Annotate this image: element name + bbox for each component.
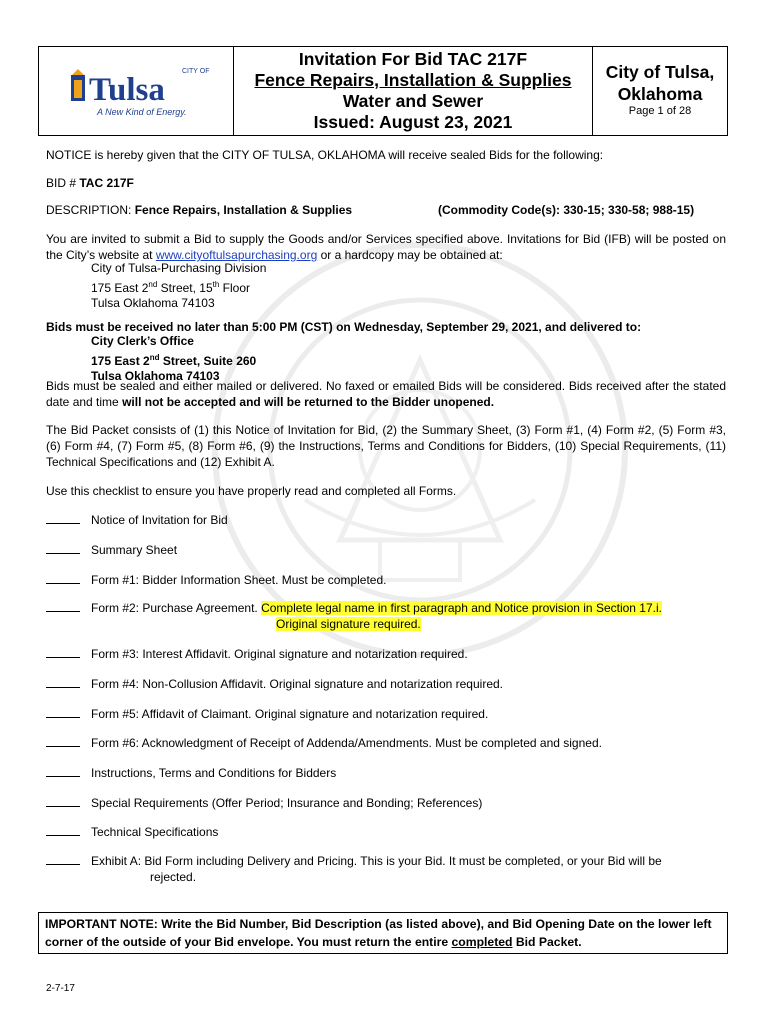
checkbox-blank[interactable] — [46, 736, 80, 747]
checklist-item[interactable]: Exhibit A: Bid Form including Delivery and Pricing. This is your Bid. It must be completed, or your Bid will be — [46, 854, 662, 868]
logo-small-text: CITY OF — [182, 68, 210, 75]
sealed-paragraph: Bids must be sealed and either mailed or delivered. No faxed or emailed Bids will be considered. Bids received after the stated date and time will not be accepted and will be returned to the Bidder unopened. — [46, 379, 726, 409]
deadline-text: Bids must be received no later than 5:00 PM (CST) on Wednesday, September 29, 2021, and delivered to: — [46, 320, 642, 334]
checklist-item[interactable]: Form #1: Bidder Information Sheet. Must be completed. — [46, 573, 386, 587]
checkbox-blank[interactable] — [46, 854, 80, 865]
invite-paragraph: You are invited to submit a Bid to supply the Goods and/or Services specified above. Invitations for Bid (IFB) will be posted on the City’s website at www.cityoftulsapurchasing.org or a hardcopy may be obtained at: — [46, 232, 726, 262]
checkbox-blank[interactable] — [46, 796, 80, 807]
footer-code: 2-7-17 — [46, 983, 75, 994]
checkbox-blank[interactable] — [46, 766, 80, 777]
checkbox-blank[interactable] — [46, 707, 80, 718]
checkbox-blank[interactable] — [46, 543, 80, 554]
title-cell — [234, 47, 593, 135]
checklist-item[interactable]: Form #6: Acknowledgment of Receipt of Addenda/Amendments. Must be completed and signed. — [46, 736, 602, 750]
checklist-item[interactable]: Special Requirements (Offer Period; Insurance and Bonding; References) — [46, 796, 482, 810]
title-line-3: Water and Sewer — [342, 91, 484, 111]
checkbox-blank[interactable] — [46, 677, 80, 688]
checkbox-blank[interactable] — [46, 825, 80, 836]
logo-word: Tulsa — [89, 72, 165, 108]
tulsa-logo — [39, 47, 233, 135]
purchasing-address: City of Tulsa-Purchasing Division 175 East 2nd Street, 15th Floor Tulsa Oklahoma 74103 — [91, 261, 267, 310]
purchasing-link[interactable]: www.cityoftulsapurchasing.org — [155, 248, 318, 262]
packet-paragraph: The Bid Packet consists of (1) this Notice of Invitation for Bid, (2) the Summary Sheet, (3) Form #1, (4) Form #2, (5) Form #3, (6) Form #4, (7) Form #5, (8) Form #6, (9) the Instructions, Terms and Conditions for Bidders, (10) Special Requirements, (11) Technical Specifications and (12) Exhibit A. — [46, 423, 726, 469]
city-line-1: City of Tulsa, — [605, 62, 715, 82]
checkbox-blank[interactable] — [46, 573, 80, 584]
checkbox-blank[interactable] — [46, 513, 80, 524]
logo-tagline: A New Kind of Energy. — [97, 107, 187, 117]
city-line-2: Oklahoma — [617, 84, 703, 104]
checkbox-blank[interactable] — [46, 647, 80, 658]
title-line-1: Invitation For Bid TAC 217F — [298, 49, 528, 69]
checklist-item[interactable]: Form #4: Non-Collusion Affidavit. Original signature and notarization required. — [46, 677, 503, 691]
clerk-address: City Clerk’s Office 175 East 2nd Street, Suite 260 Tulsa Oklahoma 74103 — [91, 334, 257, 383]
title-line-2: Fence Repairs, Installation & Supplies — [254, 70, 572, 90]
highlight-note-2: Original signature required. — [276, 617, 421, 631]
checklist-item[interactable]: Form #3: Interest Affidavit. Original signature and notarization required. — [46, 647, 468, 661]
bid-number: BID # TAC 217F — [46, 176, 134, 190]
checklist-item[interactable]: Form #2: Purchase Agreement. Complete legal name in first paragraph and Notice provision in Section 17.i. — [46, 601, 662, 615]
city-cell — [593, 47, 727, 135]
checklist-item[interactable]: Form #5: Affidavit of Claimant. Original signature and notarization required. — [46, 707, 488, 721]
notice-text: NOTICE is hereby given that the CITY OF TULSA, OKLAHOMA will receive sealed Bids for the following: — [46, 148, 604, 162]
commodity-codes: (Commodity Code(s): 330-15; 330-58; 988-15) — [438, 203, 695, 217]
page-label: Page 1 of 28 — [628, 105, 692, 117]
checklist-item-continuation: rejected. — [150, 870, 197, 884]
checklist-item[interactable]: Summary Sheet — [46, 543, 177, 557]
checklist-intro: Use this checklist to ensure you have properly read and completed all Forms. — [46, 484, 457, 498]
logo-cell — [39, 47, 234, 135]
checklist-item[interactable]: Notice of Invitation for Bid — [46, 513, 228, 527]
highlight-note: Complete legal name in first paragraph and Notice provision in Section 17.i. — [261, 601, 662, 615]
description: DESCRIPTION: Fence Repairs, Installation & Supplies — [46, 203, 353, 217]
checklist-item[interactable]: Technical Specifications — [46, 825, 218, 839]
important-note: IMPORTANT NOTE: Write the Bid Number, Bid Description (as listed above), and Bid Opening Date on the lower left corner of the outside of your Bid envelope. You must return the entire completed Bid Packet. — [38, 912, 728, 954]
title-line-4: Issued: August 23, 2021 — [313, 112, 513, 132]
header-box — [38, 46, 728, 136]
checkbox-blank[interactable] — [46, 601, 80, 612]
checklist-item[interactable]: Instructions, Terms and Conditions for Bidders — [46, 766, 336, 780]
